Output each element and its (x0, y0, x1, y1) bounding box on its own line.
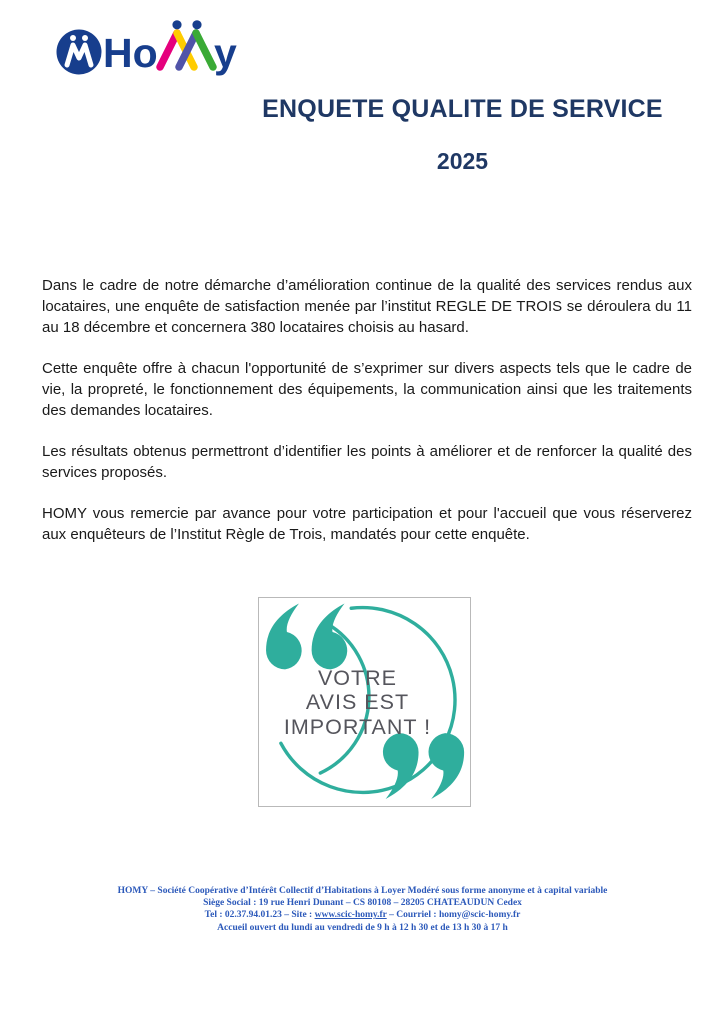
homy-logo (56, 20, 242, 82)
website-link[interactable]: www.scic-homy.fr (314, 910, 387, 921)
body-paragraph-4: HOMY vous remercie par avance pour votre participation et pour l'accueil que vous réserverez aux enquêteurs de l’Institut Règle de Trois, mandatés pour cette enquête. (42, 505, 692, 543)
page-title-year: 2025 (436, 148, 489, 174)
footer-hours-line: Accueil ouvert du lundi au vendredi de 9 h à 12 h 30 et de 13 h 30 à 17 h (217, 922, 508, 933)
homy-logo-mark-icon (56, 20, 242, 82)
quote-line: IMPORTANT ! (283, 714, 432, 739)
quote-message (259, 598, 470, 806)
quote-card (258, 597, 471, 807)
title-block (200, 95, 725, 175)
body-paragraph-3: Les résultats obtenus permettront d’identifier les points à améliorer et de renforcer la qualité des services proposés. (42, 443, 692, 481)
footer-address-line: Siège Social : 19 rue Henri Dunant – CS 80108 – 28205 CHATEAUDUN Cedex (203, 898, 522, 909)
footer-phone-site-label: Tel : 02.37.94.01.23 – Site : (204, 910, 315, 921)
logo-text-ho: Ho (103, 30, 158, 76)
footer (0, 885, 725, 934)
logo-text-y: y (214, 30, 237, 76)
footer-company-line: HOMY – Société Coopérative d’Intérêt Collectif d’Habitations à Loyer Modéré sous forme anonyme et à capital variable (117, 886, 608, 896)
quote-line: VOTRE (317, 665, 398, 690)
page-title: ENQUETE QUALITE DE SERVICE (262, 95, 663, 123)
footer-email-label: – Courriel : homy@scic-homy.fr (386, 910, 521, 921)
body-paragraph-2: Cette enquête offre à chacun l'opportunité de s’exprimer sur divers aspects tels que le cadre de vie, la propreté, le fonctionnement des équipements, la communication ainsi que les traitements des demandes locataires. (42, 360, 692, 419)
quote-line: AVIS EST (305, 690, 410, 715)
body-paragraph-1: Dans le cadre de notre démarche d’amélioration continue de la qualité des services rendus aux locataires, une enquête de satisfaction menée par l’institut REGLE DE TROIS se déroulera du 11 au 18 décembre et concernera 380 locataires choisis au hasard. (42, 277, 692, 336)
footer-contact-line (0, 909, 725, 921)
